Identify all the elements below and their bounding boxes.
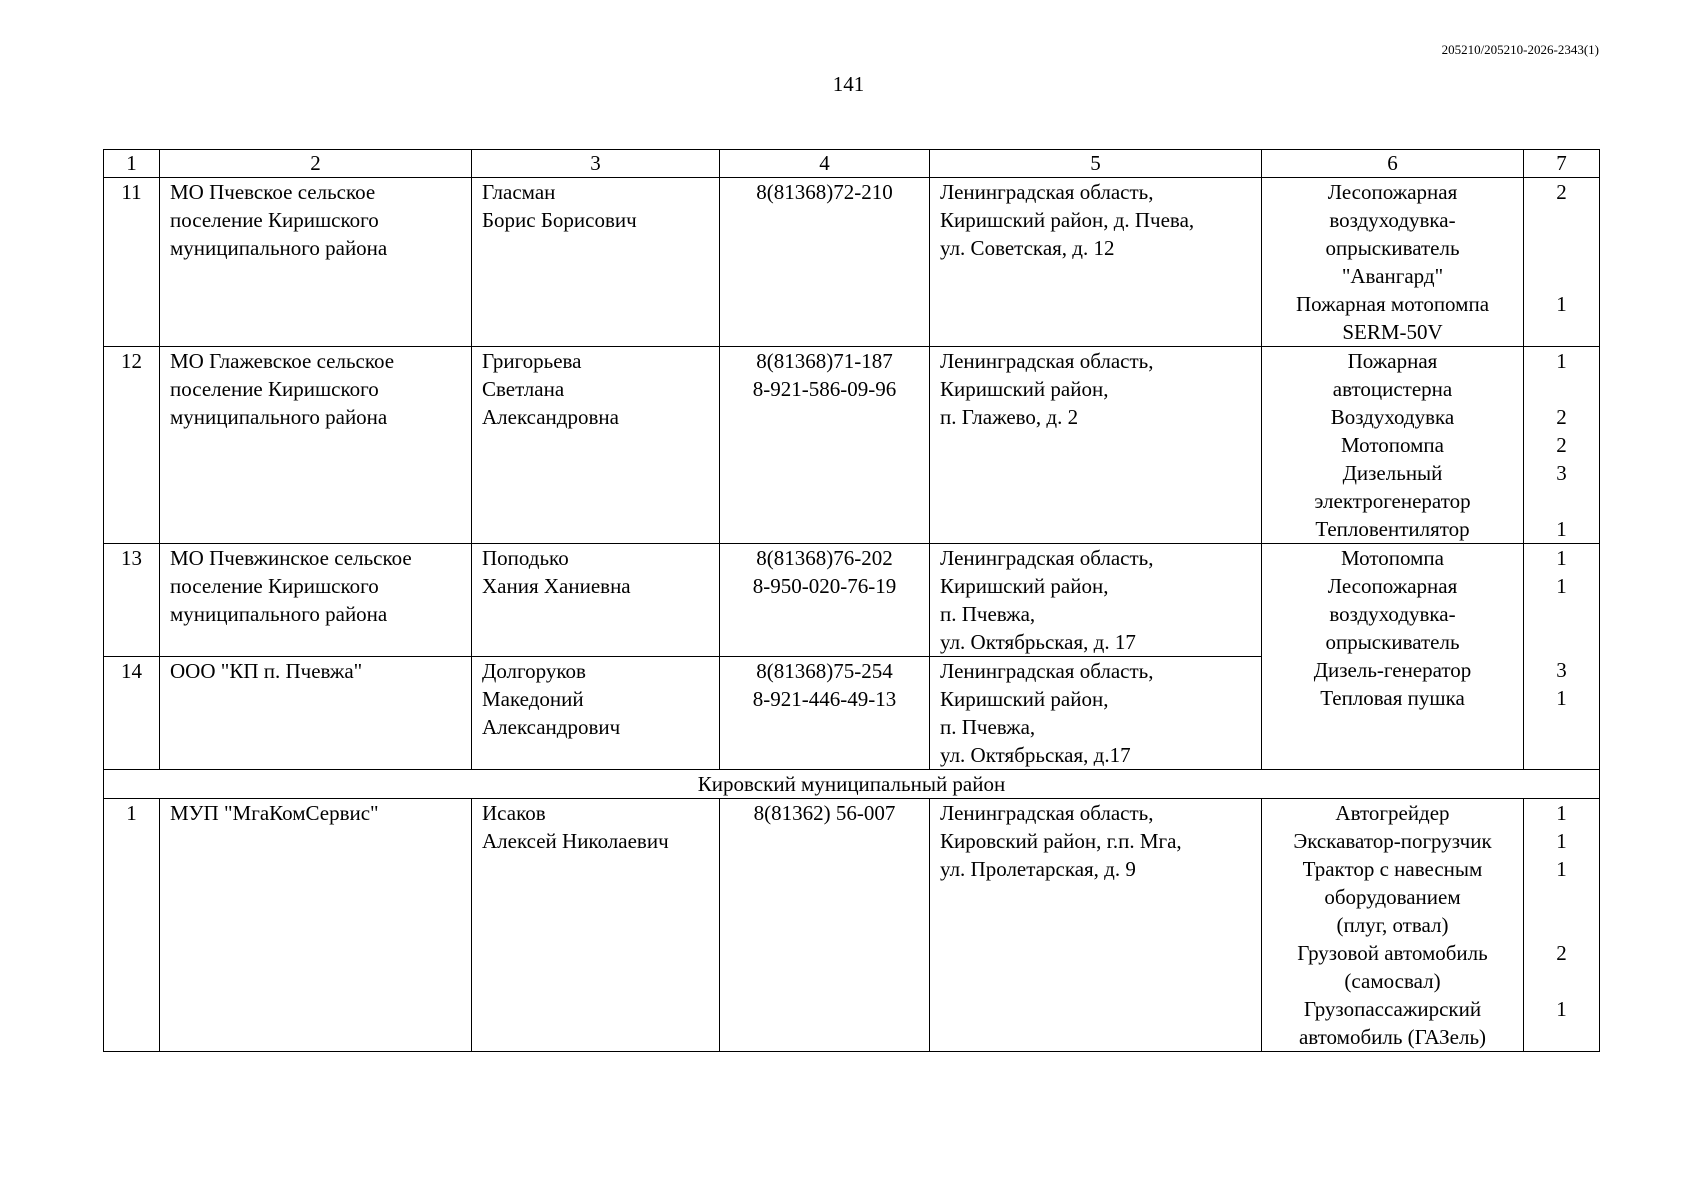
column-number: 4 xyxy=(720,150,930,178)
equipment-line: Дизель-генератор xyxy=(1313,658,1472,682)
organization-line: ООО "КП п. Пчевжа" xyxy=(170,659,363,683)
equipment-line: автоцистерна xyxy=(1332,377,1453,401)
table-row xyxy=(104,178,1600,347)
quantity-line: 1 xyxy=(1556,574,1567,598)
address-line: ул. Советская, д. 12 xyxy=(940,236,1115,260)
person-line: Македоний xyxy=(482,687,584,711)
quantity-line: 1 xyxy=(1556,686,1567,710)
address-line: Киришский район, xyxy=(940,687,1109,711)
equipment-line: Дизельный xyxy=(1342,461,1443,485)
quantity-line: 1 xyxy=(1556,801,1567,825)
contact-person-cell xyxy=(472,544,720,657)
phone-line: 8(81368)72-210 xyxy=(756,180,893,204)
organization-line: муниципального района xyxy=(170,236,388,260)
equipment-line: Мотопомпа xyxy=(1341,546,1444,570)
address-cell xyxy=(930,799,1262,1052)
organization-line: поселение Киришского xyxy=(170,377,379,401)
quantity-cell xyxy=(1524,178,1600,347)
equipment-cell xyxy=(1262,544,1524,770)
organization-cell xyxy=(160,657,472,770)
page-number: 141 xyxy=(832,72,865,96)
address-line: Киришский район, д. Пчева, xyxy=(940,208,1195,232)
phone-cell xyxy=(720,799,930,1052)
equipment-line: Пожарная xyxy=(1347,349,1438,373)
organization-cell xyxy=(160,799,472,1052)
phone-cell xyxy=(720,347,930,544)
address-line: Ленинградская область, xyxy=(940,801,1154,825)
equipment-line: опрыскиватель xyxy=(1325,630,1460,654)
address-line: Ленинградская область, xyxy=(940,180,1154,204)
phone-line: 8-921-586-09-96 xyxy=(752,377,897,401)
address-line: Ленинградская область, xyxy=(940,659,1154,683)
person-line: Хания Ханиевна xyxy=(482,574,631,598)
person-line: Исаков xyxy=(482,801,546,825)
equipment-line: Экскаватор-погрузчик xyxy=(1293,829,1492,853)
equipment-line: Лесопожарная xyxy=(1327,574,1458,598)
contact-person-cell xyxy=(472,178,720,347)
organization-line: МО Пчевское сельское xyxy=(170,180,376,204)
equipment-line: "Авангард" xyxy=(1341,264,1444,288)
organization-line: МУП "МгаКомСервис" xyxy=(170,801,379,825)
quantity-line: 2 xyxy=(1556,941,1567,965)
equipment-line: воздуходувка- xyxy=(1329,602,1456,626)
person-line: Поподько xyxy=(482,546,569,570)
district-row xyxy=(104,770,1600,799)
organization-line: муниципального района xyxy=(170,405,388,429)
quantity-cell xyxy=(1524,544,1600,770)
quantity-line: 3 xyxy=(1556,658,1567,682)
phone-cell xyxy=(720,178,930,347)
organization-line: МО Пчевжинское сельское xyxy=(170,546,412,570)
equipment-cell xyxy=(1262,178,1524,347)
person-line: Гласман xyxy=(482,180,556,204)
column-number: 6 xyxy=(1262,150,1524,178)
table-row xyxy=(104,347,1600,544)
phone-line: 8-921-446-49-13 xyxy=(752,687,897,711)
quantity-line: 1 xyxy=(1556,997,1567,1021)
phone-line: 8(81368)75-254 xyxy=(756,659,893,683)
quantity-line: 1 xyxy=(1556,857,1567,881)
equipment-line: Автогрейдер xyxy=(1335,801,1450,825)
column-number: 1 xyxy=(104,150,160,178)
document-id: 205210/205210-2026-2343(1) xyxy=(1441,42,1599,57)
equipment-line: воздуходувка- xyxy=(1329,208,1456,232)
column-number: 2 xyxy=(160,150,472,178)
quantity-line: 3 xyxy=(1556,461,1567,485)
row-number: 11 xyxy=(104,178,160,347)
quantity-line: 1 xyxy=(1556,292,1567,316)
equipment-line: опрыскиватель xyxy=(1325,236,1460,260)
phone-line: 8(81362) 56-007 xyxy=(753,801,896,825)
address-line: Киришский район, xyxy=(940,377,1109,401)
phone-cell xyxy=(720,544,930,657)
quantity-cell xyxy=(1524,347,1600,544)
equipment-line: оборудованием xyxy=(1324,885,1461,909)
organization-cell xyxy=(160,544,472,657)
district-heading: Кировский муниципальный район xyxy=(104,770,1600,799)
person-line: Григорьева xyxy=(482,349,582,373)
contact-person-cell xyxy=(472,347,720,544)
equipment-line: Пожарная мотопомпа xyxy=(1295,292,1490,316)
quantity-line: 2 xyxy=(1556,180,1567,204)
organization-cell xyxy=(160,178,472,347)
equipment-line: Воздуходувка xyxy=(1330,405,1455,429)
equipment-line: SERM-50V xyxy=(1342,320,1443,344)
equipment-line: Лесопожарная xyxy=(1327,180,1458,204)
person-line: Долгоруков xyxy=(482,659,586,683)
equipment-table xyxy=(103,149,1600,1052)
quantity-line: 1 xyxy=(1556,829,1567,853)
table-row xyxy=(104,799,1600,1052)
equipment-line: Грузопассажирский xyxy=(1303,997,1482,1021)
address-line: ул. Пролетарская, д. 9 xyxy=(940,857,1136,881)
column-number: 5 xyxy=(930,150,1262,178)
quantity-cell xyxy=(1524,799,1600,1052)
equipment-line: автомобиль (ГАЗель) xyxy=(1298,1025,1487,1049)
quantity-line: 1 xyxy=(1556,517,1567,541)
organization-cell xyxy=(160,347,472,544)
phone-line: 8(81368)71-187 xyxy=(756,349,893,373)
address-line: Ленинградская область, xyxy=(940,349,1154,373)
address-cell xyxy=(930,544,1262,657)
person-line: Алексей Николаевич xyxy=(482,829,669,853)
equipment-line: Тепловая пушка xyxy=(1320,686,1465,710)
row-number: 13 xyxy=(104,544,160,657)
address-line: Кировский район, г.п. Мга, xyxy=(940,829,1182,853)
quantity-line: 1 xyxy=(1556,546,1567,570)
person-line: Александрович xyxy=(482,715,621,739)
row-number: 12 xyxy=(104,347,160,544)
address-line: п. Пчевжа, xyxy=(940,602,1036,626)
address-line: п. Глажево, д. 2 xyxy=(940,405,1079,429)
phone-line: 8-950-020-76-19 xyxy=(752,574,897,598)
equipment-line: Трактор с навесным xyxy=(1302,857,1483,881)
equipment-line: Грузовой автомобиль xyxy=(1297,941,1488,965)
address-line: Ленинградская область, xyxy=(940,546,1154,570)
address-line: ул. Октябрьская, д.17 xyxy=(940,743,1131,767)
person-line: Светлана xyxy=(482,377,565,401)
address-cell xyxy=(930,347,1262,544)
address-line: п. Пчевжа, xyxy=(940,715,1036,739)
column-number-row xyxy=(104,150,1600,178)
quantity-line: 2 xyxy=(1556,405,1567,429)
equipment-line: (самосвал) xyxy=(1344,969,1441,993)
row-number: 1 xyxy=(104,799,160,1052)
quantity-line: 1 xyxy=(1556,349,1567,373)
row-number: 14 xyxy=(104,657,160,770)
equipment-line: электрогенератор xyxy=(1314,489,1471,513)
person-line: Александровна xyxy=(482,405,619,429)
column-number: 7 xyxy=(1524,150,1600,178)
equipment-line: Тепловентилятор xyxy=(1315,517,1470,541)
phone-cell xyxy=(720,657,930,770)
column-number: 3 xyxy=(472,150,720,178)
contact-person-cell xyxy=(472,657,720,770)
person-line: Борис Борисович xyxy=(482,208,637,232)
address-cell xyxy=(930,178,1262,347)
contact-person-cell xyxy=(472,799,720,1052)
equipment-cell xyxy=(1262,799,1524,1052)
organization-line: муниципального района xyxy=(170,602,388,626)
quantity-line: 2 xyxy=(1556,433,1567,457)
address-line: Киришский район, xyxy=(940,574,1109,598)
equipment-cell xyxy=(1262,347,1524,544)
address-line: ул. Октябрьская, д. 17 xyxy=(940,630,1136,654)
table-row xyxy=(104,544,1600,657)
organization-line: поселение Киришского xyxy=(170,208,379,232)
address-cell xyxy=(930,657,1262,770)
equipment-line: Мотопомпа xyxy=(1341,433,1444,457)
organization-line: поселение Киришского xyxy=(170,574,379,598)
equipment-line: (плуг, отвал) xyxy=(1336,913,1449,937)
organization-line: МО Глажевское сельское xyxy=(170,349,395,373)
phone-line: 8(81368)76-202 xyxy=(756,546,893,570)
